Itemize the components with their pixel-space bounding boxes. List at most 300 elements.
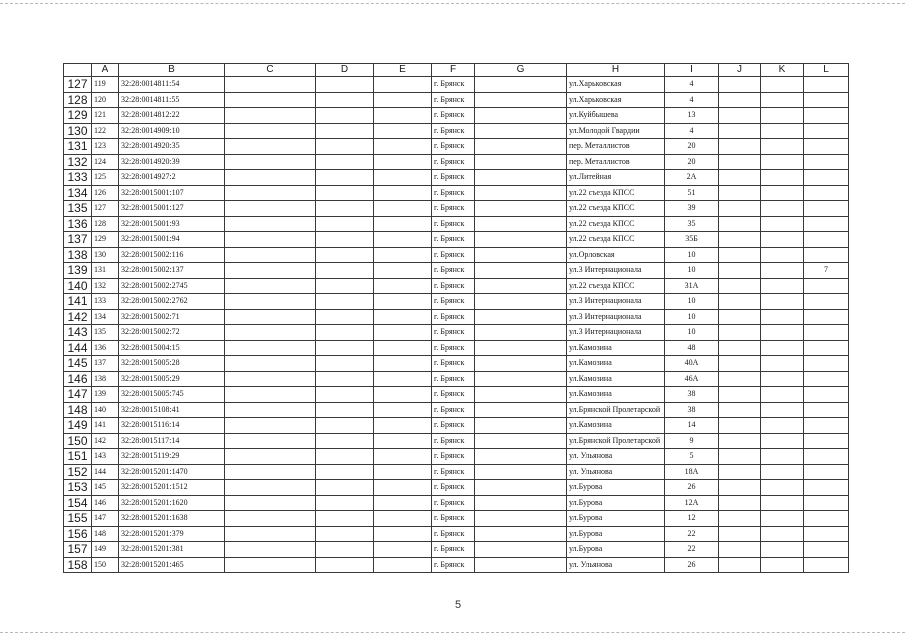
row-number: 148	[64, 402, 92, 418]
row-number: 133	[64, 170, 92, 186]
cell-b: 32:28:0015002:2745	[119, 278, 225, 294]
cell-c	[225, 402, 316, 418]
cell-b: 32:28:0015001:94	[119, 232, 225, 248]
cell-k	[761, 557, 804, 573]
cell-d	[316, 325, 374, 341]
cell-h: ул.3 Интернационала	[567, 263, 665, 279]
cell-l	[804, 309, 849, 325]
cell-k	[761, 232, 804, 248]
cell-a: 140	[92, 402, 119, 418]
cell-a: 124	[92, 154, 119, 170]
cell-d	[316, 201, 374, 217]
cell-b: 32:28:0015201:381	[119, 542, 225, 558]
cell-f: г. Брянск	[432, 294, 475, 310]
cell-k	[761, 495, 804, 511]
column-header-e: E	[374, 64, 432, 77]
scan-bottom-rule	[0, 632, 905, 633]
cell-h: ул.3 Интернационала	[567, 294, 665, 310]
cell-h: ул.Бурова	[567, 511, 665, 527]
cell-f: г. Брянск	[432, 542, 475, 558]
cell-i: 20	[665, 154, 719, 170]
table-row	[64, 557, 849, 573]
cell-l	[804, 232, 849, 248]
cell-a: 121	[92, 108, 119, 124]
cell-d	[316, 418, 374, 434]
cell-f: г. Брянск	[432, 495, 475, 511]
cell-d	[316, 356, 374, 372]
cell-l	[804, 356, 849, 372]
cell-e	[374, 542, 432, 558]
cell-f: г. Брянск	[432, 77, 475, 93]
row-number: 127	[64, 77, 92, 93]
cell-g	[475, 123, 567, 139]
cell-h: ул.Бурова	[567, 495, 665, 511]
row-number: 146	[64, 371, 92, 387]
cell-g	[475, 77, 567, 93]
cell-i: 10	[665, 263, 719, 279]
cell-a: 133	[92, 294, 119, 310]
cell-g	[475, 247, 567, 263]
cell-j	[719, 139, 761, 155]
cell-a: 142	[92, 433, 119, 449]
cell-i: 12	[665, 511, 719, 527]
column-header-a: A	[92, 64, 119, 77]
cell-h: ул.22 съезда КПСС	[567, 201, 665, 217]
table-row	[64, 154, 849, 170]
cell-c	[225, 139, 316, 155]
cell-j	[719, 294, 761, 310]
cell-l	[804, 526, 849, 542]
cell-g	[475, 371, 567, 387]
cell-j	[719, 542, 761, 558]
cell-f: г. Брянск	[432, 340, 475, 356]
cell-j	[719, 418, 761, 434]
cell-j	[719, 92, 761, 108]
cell-e	[374, 340, 432, 356]
cell-e	[374, 449, 432, 465]
cell-b: 32:28:0015119:29	[119, 449, 225, 465]
cell-j	[719, 387, 761, 403]
column-header-d: D	[316, 64, 374, 77]
row-number: 137	[64, 232, 92, 248]
cell-i: 35Б	[665, 232, 719, 248]
row-number: 150	[64, 433, 92, 449]
cell-c	[225, 511, 316, 527]
cell-h: ул.Брянской Пролетарской	[567, 402, 665, 418]
cell-f: г. Брянск	[432, 201, 475, 217]
table-body	[64, 77, 849, 573]
cell-j	[719, 309, 761, 325]
cell-c	[225, 263, 316, 279]
cell-f: г. Брянск	[432, 371, 475, 387]
column-header-k: K	[761, 64, 804, 77]
row-number: 132	[64, 154, 92, 170]
cell-e	[374, 92, 432, 108]
cell-i: 51	[665, 185, 719, 201]
cell-a: 130	[92, 247, 119, 263]
cell-e	[374, 387, 432, 403]
cell-h: ул.Литейная	[567, 170, 665, 186]
cell-c	[225, 356, 316, 372]
cell-d	[316, 464, 374, 480]
cell-l	[804, 185, 849, 201]
cell-k	[761, 526, 804, 542]
cell-a: 131	[92, 263, 119, 279]
cell-a: 139	[92, 387, 119, 403]
cell-d	[316, 402, 374, 418]
cell-h: ул.3 Интернационала	[567, 325, 665, 341]
cell-d	[316, 309, 374, 325]
cell-g	[475, 557, 567, 573]
table-row	[64, 92, 849, 108]
cell-j	[719, 480, 761, 496]
cell-l	[804, 325, 849, 341]
cell-f: г. Брянск	[432, 92, 475, 108]
cell-d	[316, 263, 374, 279]
cell-h: ул. Ульянова	[567, 557, 665, 573]
cell-k	[761, 542, 804, 558]
cell-b: 32:28:0014920:39	[119, 154, 225, 170]
cell-c	[225, 371, 316, 387]
cell-e	[374, 108, 432, 124]
cell-k	[761, 511, 804, 527]
cell-g	[475, 356, 567, 372]
cell-d	[316, 495, 374, 511]
table-row	[64, 216, 849, 232]
cell-i: 26	[665, 480, 719, 496]
cell-h: ул.Молодой Гвардии	[567, 123, 665, 139]
cell-e	[374, 123, 432, 139]
cell-f: г. Брянск	[432, 216, 475, 232]
cell-l	[804, 201, 849, 217]
cell-k	[761, 480, 804, 496]
cell-j	[719, 185, 761, 201]
cell-c	[225, 201, 316, 217]
cell-d	[316, 371, 374, 387]
cell-f: г. Брянск	[432, 263, 475, 279]
cell-k	[761, 216, 804, 232]
cell-g	[475, 526, 567, 542]
cell-j	[719, 232, 761, 248]
table-row	[64, 418, 849, 434]
cell-g	[475, 185, 567, 201]
cell-e	[374, 278, 432, 294]
cell-b: 32:28:0015117:14	[119, 433, 225, 449]
row-number: 134	[64, 185, 92, 201]
cell-j	[719, 356, 761, 372]
cell-i: 9	[665, 433, 719, 449]
cell-l	[804, 216, 849, 232]
cell-b: 32:28:0015201:1512	[119, 480, 225, 496]
cell-e	[374, 495, 432, 511]
cell-d	[316, 511, 374, 527]
cell-g	[475, 309, 567, 325]
row-number: 152	[64, 464, 92, 480]
row-number: 139	[64, 263, 92, 279]
cell-a: 146	[92, 495, 119, 511]
cell-g	[475, 418, 567, 434]
cell-g	[475, 201, 567, 217]
cell-l	[804, 402, 849, 418]
cell-f: г. Брянск	[432, 480, 475, 496]
cell-j	[719, 526, 761, 542]
cell-c	[225, 480, 316, 496]
cell-f: г. Брянск	[432, 278, 475, 294]
cell-e	[374, 263, 432, 279]
corner-header-cell	[64, 64, 92, 77]
cell-l	[804, 371, 849, 387]
cell-e	[374, 511, 432, 527]
cell-l	[804, 418, 849, 434]
column-header-j: J	[719, 64, 761, 77]
cell-e	[374, 154, 432, 170]
cell-h: ул.Харьковская	[567, 92, 665, 108]
page-number: 5	[455, 599, 462, 611]
column-header-c: C	[225, 64, 316, 77]
cell-k	[761, 402, 804, 418]
table-row	[64, 402, 849, 418]
row-number: 155	[64, 511, 92, 527]
table-row	[64, 278, 849, 294]
cell-d	[316, 526, 374, 542]
cell-k	[761, 387, 804, 403]
table-row	[64, 170, 849, 186]
table-row	[64, 340, 849, 356]
cell-l	[804, 77, 849, 93]
cell-g	[475, 108, 567, 124]
cell-j	[719, 402, 761, 418]
cell-c	[225, 232, 316, 248]
row-number: 143	[64, 325, 92, 341]
cell-i: 38	[665, 402, 719, 418]
cell-i: 39	[665, 201, 719, 217]
cell-l	[804, 542, 849, 558]
cell-l: 7	[804, 263, 849, 279]
cell-l	[804, 495, 849, 511]
cell-h: ул.Камозина	[567, 340, 665, 356]
cell-b: 32:28:0015002:2762	[119, 294, 225, 310]
table-row	[64, 433, 849, 449]
cell-f: г. Брянск	[432, 325, 475, 341]
cell-g	[475, 433, 567, 449]
cell-h: ул.Бурова	[567, 480, 665, 496]
cell-g	[475, 154, 567, 170]
cell-h: ул.3 Интернационала	[567, 309, 665, 325]
cell-d	[316, 247, 374, 263]
cell-j	[719, 278, 761, 294]
cell-k	[761, 77, 804, 93]
row-number: 147	[64, 387, 92, 403]
row-number: 131	[64, 139, 92, 155]
cell-j	[719, 511, 761, 527]
cell-i: 31А	[665, 278, 719, 294]
cell-e	[374, 356, 432, 372]
cell-h: ул.Камозина	[567, 387, 665, 403]
cell-a: 122	[92, 123, 119, 139]
cell-a: 126	[92, 185, 119, 201]
cell-d	[316, 480, 374, 496]
cell-a: 132	[92, 278, 119, 294]
cell-k	[761, 263, 804, 279]
cell-i: 10	[665, 294, 719, 310]
cell-a: 141	[92, 418, 119, 434]
row-number: 157	[64, 542, 92, 558]
cell-k	[761, 154, 804, 170]
cell-k	[761, 278, 804, 294]
cell-l	[804, 557, 849, 573]
cell-a: 125	[92, 170, 119, 186]
cell-b: 32:28:0015201:1638	[119, 511, 225, 527]
cell-i: 46А	[665, 371, 719, 387]
table-row	[64, 371, 849, 387]
table-row	[64, 247, 849, 263]
cell-f: г. Брянск	[432, 418, 475, 434]
cell-e	[374, 480, 432, 496]
cell-c	[225, 325, 316, 341]
cell-k	[761, 294, 804, 310]
row-number: 138	[64, 247, 92, 263]
cell-b: 32:28:0015002:116	[119, 247, 225, 263]
table-row	[64, 480, 849, 496]
row-number: 141	[64, 294, 92, 310]
column-header-l: L	[804, 64, 849, 77]
cell-a: 148	[92, 526, 119, 542]
cell-h: ул. Ульянова	[567, 464, 665, 480]
cell-l	[804, 449, 849, 465]
cell-i: 48	[665, 340, 719, 356]
cell-e	[374, 77, 432, 93]
cell-h: ул.Орловская	[567, 247, 665, 263]
cell-k	[761, 340, 804, 356]
cell-g	[475, 402, 567, 418]
cell-e	[374, 185, 432, 201]
cell-i: 10	[665, 247, 719, 263]
cell-b: 32:28:0015002:71	[119, 309, 225, 325]
cell-j	[719, 433, 761, 449]
cell-d	[316, 123, 374, 139]
cell-d	[316, 542, 374, 558]
cell-c	[225, 449, 316, 465]
cell-l	[804, 340, 849, 356]
cell-f: г. Брянск	[432, 464, 475, 480]
cell-d	[316, 278, 374, 294]
cell-f: г. Брянск	[432, 511, 475, 527]
cell-a: 143	[92, 449, 119, 465]
cell-g	[475, 325, 567, 341]
cell-d	[316, 77, 374, 93]
cell-e	[374, 216, 432, 232]
cell-k	[761, 449, 804, 465]
cell-a: 123	[92, 139, 119, 155]
cell-j	[719, 557, 761, 573]
cell-i: 18А	[665, 464, 719, 480]
cell-l	[804, 154, 849, 170]
cell-j	[719, 216, 761, 232]
cell-i: 4	[665, 92, 719, 108]
cell-c	[225, 278, 316, 294]
cell-g	[475, 92, 567, 108]
cell-i: 14	[665, 418, 719, 434]
row-number: 156	[64, 526, 92, 542]
cell-d	[316, 92, 374, 108]
cell-l	[804, 108, 849, 124]
cell-k	[761, 139, 804, 155]
cell-a: 134	[92, 309, 119, 325]
cell-l	[804, 123, 849, 139]
table-row	[64, 387, 849, 403]
cell-c	[225, 495, 316, 511]
cell-j	[719, 77, 761, 93]
cell-l	[804, 139, 849, 155]
column-header-row	[64, 64, 849, 77]
cell-g	[475, 495, 567, 511]
cell-k	[761, 201, 804, 217]
cell-e	[374, 294, 432, 310]
cell-g	[475, 464, 567, 480]
cell-k	[761, 247, 804, 263]
cell-h: ул.Камозина	[567, 356, 665, 372]
cell-a: 128	[92, 216, 119, 232]
cell-d	[316, 232, 374, 248]
cell-a: 144	[92, 464, 119, 480]
table-row	[64, 108, 849, 124]
cell-i: 4	[665, 123, 719, 139]
cell-f: г. Брянск	[432, 154, 475, 170]
row-number: 135	[64, 201, 92, 217]
cell-c	[225, 340, 316, 356]
cell-g	[475, 216, 567, 232]
column-header-f: F	[432, 64, 475, 77]
cell-e	[374, 557, 432, 573]
cell-e	[374, 139, 432, 155]
row-number: 129	[64, 108, 92, 124]
cell-a: 149	[92, 542, 119, 558]
cell-a: 138	[92, 371, 119, 387]
cell-k	[761, 356, 804, 372]
cell-j	[719, 263, 761, 279]
cell-b: 32:28:0015201:465	[119, 557, 225, 573]
cell-i: 12А	[665, 495, 719, 511]
cell-h: ул.Камозина	[567, 418, 665, 434]
row-number: 145	[64, 356, 92, 372]
table-row	[64, 185, 849, 201]
cell-j	[719, 325, 761, 341]
cell-b: 32:28:0015005:29	[119, 371, 225, 387]
cell-b: 32:28:0015005:28	[119, 356, 225, 372]
cell-f: г. Брянск	[432, 185, 475, 201]
cell-b: 32:28:0015001:127	[119, 201, 225, 217]
row-number: 142	[64, 309, 92, 325]
cell-h: ул.Камозина	[567, 371, 665, 387]
cell-l	[804, 480, 849, 496]
row-number: 154	[64, 495, 92, 511]
cell-g	[475, 278, 567, 294]
cell-h: ул.Харьковская	[567, 77, 665, 93]
cell-i: 10	[665, 309, 719, 325]
cell-h: ул.22 съезда КПСС	[567, 185, 665, 201]
table-row	[64, 232, 849, 248]
cell-c	[225, 92, 316, 108]
cell-g	[475, 449, 567, 465]
cell-c	[225, 557, 316, 573]
cell-f: г. Брянск	[432, 356, 475, 372]
cell-d	[316, 449, 374, 465]
cell-i: 35	[665, 216, 719, 232]
cell-g	[475, 387, 567, 403]
cell-k	[761, 464, 804, 480]
cell-j	[719, 464, 761, 480]
cell-b: 32:28:0015005:745	[119, 387, 225, 403]
